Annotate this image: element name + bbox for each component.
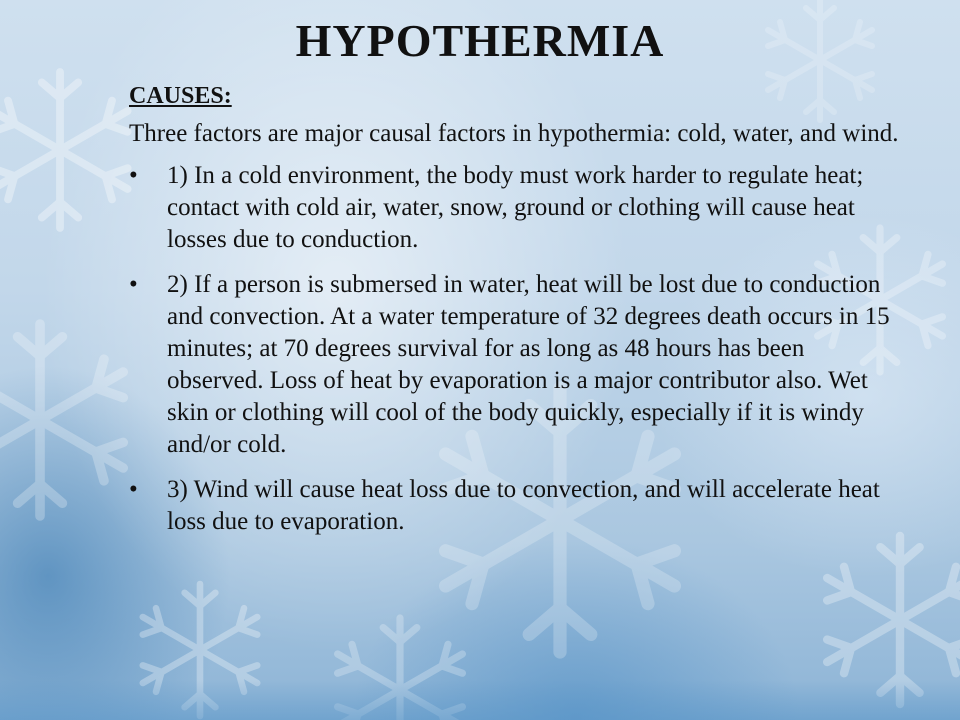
bottom-band — [0, 680, 960, 720]
snowflake-icon — [0, 324, 123, 516]
bullet-icon: • — [129, 476, 138, 503]
bullet-item — [129, 160, 904, 256]
bullet-item — [129, 269, 904, 461]
bullet-text: 3) Wind will cause heat loss due to convection, and will accelerate heat loss due to evaporation. — [167, 476, 880, 535]
bullet-list — [129, 160, 904, 538]
bullet-icon: • — [129, 271, 138, 298]
bullet-text: 2) If a person is submersed in water, heat will be lost due to conduction and convection. At a water temperature of 32 degrees death occurs in 15 minutes; at 70 degrees survival for as long as 48 hours has been observed. Loss of heat by evaporation is a major contributor also. Wet skin or clothing will cool of the body quickly, especially if it is windy and/or cold. — [167, 271, 890, 458]
section-subheading: CAUSES: — [129, 83, 232, 109]
slide-content — [129, 80, 904, 551]
bullet-icon: • — [129, 162, 138, 189]
intro-paragraph: Three factors are major causal factors in hypothermia: cold, water, and wind. — [129, 120, 899, 147]
snowflake-icon — [827, 536, 960, 704]
snowflake-icon — [0, 72, 128, 228]
bullet-item — [129, 474, 904, 538]
slide-title: HYPOTHERMIA — [295, 15, 665, 66]
bullet-text: 1) In a cold environment, the body must work harder to regulate heat; contact with cold air, water, snow, ground or clothing will cause heat losses due to conduction. — [167, 162, 864, 253]
